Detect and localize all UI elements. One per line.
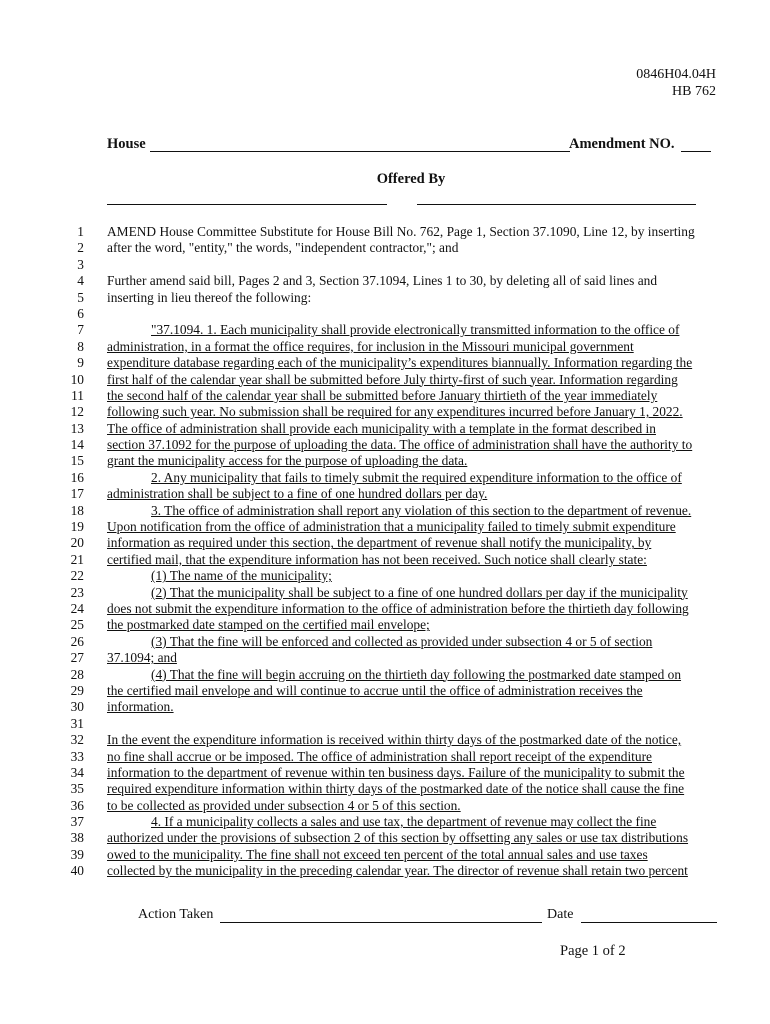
text-line bbox=[0, 470, 770, 486]
text-line bbox=[0, 290, 770, 306]
line-text: following such year. No submission shall be required for any expenditures incurred before January 1, 2022. bbox=[107, 404, 683, 420]
line-text: expenditure database regarding each of the municipality’s expenditures biannually. Information regarding the bbox=[107, 355, 693, 371]
line-text: AMEND House Committee Substitute for House Bill No. 762, Page 1, Section 37.1090, Line 12, by inserting bbox=[107, 224, 695, 239]
text-line bbox=[0, 453, 770, 469]
text-line bbox=[0, 486, 770, 502]
action-taken-label: Action Taken bbox=[138, 907, 214, 922]
text-line bbox=[0, 339, 770, 355]
line-number: 11 bbox=[71, 387, 84, 403]
line-number: 9 bbox=[77, 355, 84, 371]
house-label: House bbox=[107, 136, 146, 152]
text-line bbox=[0, 830, 770, 846]
line-text: information as required under this section, the department of revenue shall notify the municipality, by bbox=[107, 535, 652, 551]
line-text: grant the municipality access for the purpose of uploading the data. bbox=[107, 453, 468, 469]
text-line bbox=[0, 781, 770, 797]
line-number: 17 bbox=[70, 486, 84, 502]
line-number: 8 bbox=[77, 338, 84, 354]
line-text: section 37.1092 for the purpose of uploading the data. The office of administration shall have the authority to bbox=[107, 437, 693, 453]
line-number: 19 bbox=[70, 519, 84, 535]
line-number: 28 bbox=[70, 666, 84, 682]
line-text: information. bbox=[107, 699, 174, 715]
line-text: (4) That the fine will begin accruing on the thirtieth day following the postmarked date stamped on bbox=[151, 666, 682, 682]
text-line bbox=[0, 749, 770, 765]
line-text: The office of administration shall provide each municipality with a template in the format described in bbox=[107, 420, 656, 436]
text-line bbox=[0, 585, 770, 601]
line-text: does not submit the expenditure information to the office of administration before the thirtieth day following bbox=[107, 600, 689, 616]
line-number: 1 bbox=[77, 224, 84, 239]
line-number: 38 bbox=[70, 830, 84, 846]
text-line bbox=[0, 322, 770, 338]
line-text: inserting in lieu thereof the following: bbox=[107, 289, 312, 305]
line-number: 16 bbox=[70, 469, 84, 485]
text-line bbox=[0, 535, 770, 551]
text-line bbox=[0, 765, 770, 781]
line-number: 10 bbox=[70, 371, 84, 387]
line-text: owed to the municipality. The fine shall not exceed ten percent of the total annual sales and use taxes bbox=[107, 846, 648, 862]
line-number: 25 bbox=[70, 617, 84, 633]
text-line bbox=[0, 437, 770, 453]
line-number: 35 bbox=[70, 781, 84, 797]
text-line bbox=[0, 355, 770, 371]
line-text: (3) That the fine will be enforced and collected as provided under subsection 4 or 5 of section bbox=[151, 633, 653, 649]
bill-code: 0846H04.04H bbox=[636, 67, 716, 82]
text-line bbox=[0, 503, 770, 519]
line-text: no fine shall accrue or be imposed. The office of administration shall report receipt of the expenditure bbox=[107, 748, 652, 764]
line-number: 39 bbox=[70, 846, 84, 862]
text-line bbox=[0, 732, 770, 748]
text-line bbox=[0, 224, 770, 240]
date-label: Date bbox=[547, 907, 574, 922]
amendment-title-row bbox=[107, 136, 711, 156]
text-line bbox=[0, 716, 770, 732]
line-text: after the word, "entity," the words, "independent contractor,"; and bbox=[107, 240, 459, 256]
sponsor-signature-line-right bbox=[417, 204, 696, 205]
line-text: to be collected as provided under subsection 4 or 5 of this section. bbox=[107, 797, 461, 813]
line-text: (1) The name of the municipality; bbox=[151, 568, 332, 584]
line-number: 29 bbox=[70, 682, 84, 698]
line-number: 2 bbox=[77, 240, 84, 256]
text-line bbox=[0, 847, 770, 863]
line-text: In the event the expenditure information is received within thirty days of the postmarked date of the notice, bbox=[107, 732, 682, 748]
text-line bbox=[0, 240, 770, 256]
text-line bbox=[0, 257, 770, 273]
amendment-body bbox=[0, 224, 770, 880]
line-text: 3. The office of administration shall report any violation of this section to the department of revenue. bbox=[151, 502, 692, 518]
line-number: 27 bbox=[70, 650, 84, 666]
text-line bbox=[0, 519, 770, 535]
action-taken-row bbox=[138, 907, 574, 923]
line-text: "37.1094. 1. Each municipality shall provide electronically transmitted information to the office of bbox=[151, 322, 680, 338]
line-number: 40 bbox=[70, 863, 84, 879]
line-text: 37.1094; and bbox=[107, 650, 177, 666]
text-line bbox=[0, 404, 770, 420]
text-line bbox=[0, 634, 770, 650]
line-number: 4 bbox=[77, 273, 84, 289]
line-number: 18 bbox=[70, 502, 84, 518]
line-number: 37 bbox=[70, 814, 84, 830]
line-text: 2. Any municipality that fails to timely submit the required expenditure information to the office of bbox=[151, 469, 682, 485]
line-number: 30 bbox=[70, 699, 84, 715]
line-text: information to the department of revenue within ten business days. Failure of the municipality to submit the bbox=[107, 764, 685, 780]
line-number: 26 bbox=[70, 633, 84, 649]
line-text: certified mail, that the expenditure information has not been received. Such notice shall clearly state: bbox=[107, 551, 647, 567]
line-number: 6 bbox=[77, 305, 84, 321]
line-text: first half of the calendar year shall be submitted before July thirty-first of such year. Information regarding bbox=[107, 371, 678, 387]
line-number: 32 bbox=[70, 732, 84, 748]
line-number: 34 bbox=[70, 764, 84, 780]
page-number: Page 1 of 2 bbox=[560, 943, 626, 959]
line-number: 22 bbox=[70, 568, 84, 584]
text-line bbox=[0, 617, 770, 633]
text-line bbox=[0, 863, 770, 879]
action-taken-blank bbox=[220, 922, 542, 923]
line-text: administration shall be subject to a fine of one hundred dollars per day. bbox=[107, 486, 488, 502]
line-number: 3 bbox=[77, 256, 84, 272]
text-line bbox=[0, 273, 770, 289]
line-number: 13 bbox=[70, 420, 84, 436]
date-blank bbox=[581, 922, 717, 923]
line-text: 4. If a municipality collects a sales and use tax, the department of revenue may collect the fine bbox=[151, 814, 657, 830]
amendment-number-blank bbox=[681, 151, 711, 152]
line-text: the second half of the calendar year shall be submitted before January thirtieth of the year immediately bbox=[107, 387, 658, 403]
line-number: 33 bbox=[70, 748, 84, 764]
text-line bbox=[0, 372, 770, 388]
line-text: required expenditure information within thirty days of the postmarked date of the notice shall cause the fine bbox=[107, 781, 685, 797]
bill-header bbox=[636, 66, 716, 100]
line-number: 36 bbox=[70, 797, 84, 813]
text-line bbox=[0, 699, 770, 715]
text-line bbox=[0, 683, 770, 699]
line-text: administration, in a format the office requires, for inclusion in the Missouri municipal government bbox=[107, 338, 634, 354]
line-text: Further amend said bill, Pages 2 and 3, Section 37.1094, Lines 1 to 30, by deleting all of said lines and bbox=[107, 273, 658, 289]
line-text: (2) That the municipality shall be subject to a fine of one hundred dollars per day if the municipality bbox=[151, 584, 688, 600]
text-line bbox=[0, 388, 770, 404]
line-number: 31 bbox=[70, 715, 84, 731]
line-text: the postmarked date stamped on the certified mail envelope; bbox=[107, 617, 430, 633]
line-number: 15 bbox=[70, 453, 84, 469]
line-number: 24 bbox=[70, 600, 84, 616]
line-number: 12 bbox=[70, 404, 84, 420]
house-blank-line bbox=[150, 151, 570, 152]
line-number: 23 bbox=[70, 584, 84, 600]
text-line bbox=[0, 306, 770, 322]
line-number: 20 bbox=[70, 535, 84, 551]
text-line bbox=[0, 601, 770, 617]
line-text: collected by the municipality in the preceding calendar year. The director of revenue shall retain two percent bbox=[107, 863, 688, 879]
line-text: the certified mail envelope and will continue to accrue until the office of administration receives the bbox=[107, 682, 643, 698]
line-text: authorized under the provisions of subsection 2 of this section by offsetting any sales or use tax distributions bbox=[107, 830, 689, 846]
amendment-number-label: Amendment NO. bbox=[569, 136, 675, 152]
text-line bbox=[0, 421, 770, 437]
text-line bbox=[0, 568, 770, 584]
line-text: Upon notification from the office of administration that a municipality failed to timely submit expenditure bbox=[107, 519, 676, 535]
line-number: 14 bbox=[70, 437, 84, 453]
text-line bbox=[0, 798, 770, 814]
sponsor-signature-line-left bbox=[107, 204, 387, 205]
text-line bbox=[0, 552, 770, 568]
text-line bbox=[0, 667, 770, 683]
bill-number: HB 762 bbox=[672, 84, 716, 99]
line-number: 7 bbox=[77, 322, 84, 338]
text-line bbox=[0, 814, 770, 830]
offered-by-label: Offered By bbox=[376, 171, 446, 187]
line-number: 5 bbox=[77, 289, 84, 305]
line-number: 21 bbox=[70, 551, 84, 567]
text-line bbox=[0, 650, 770, 666]
